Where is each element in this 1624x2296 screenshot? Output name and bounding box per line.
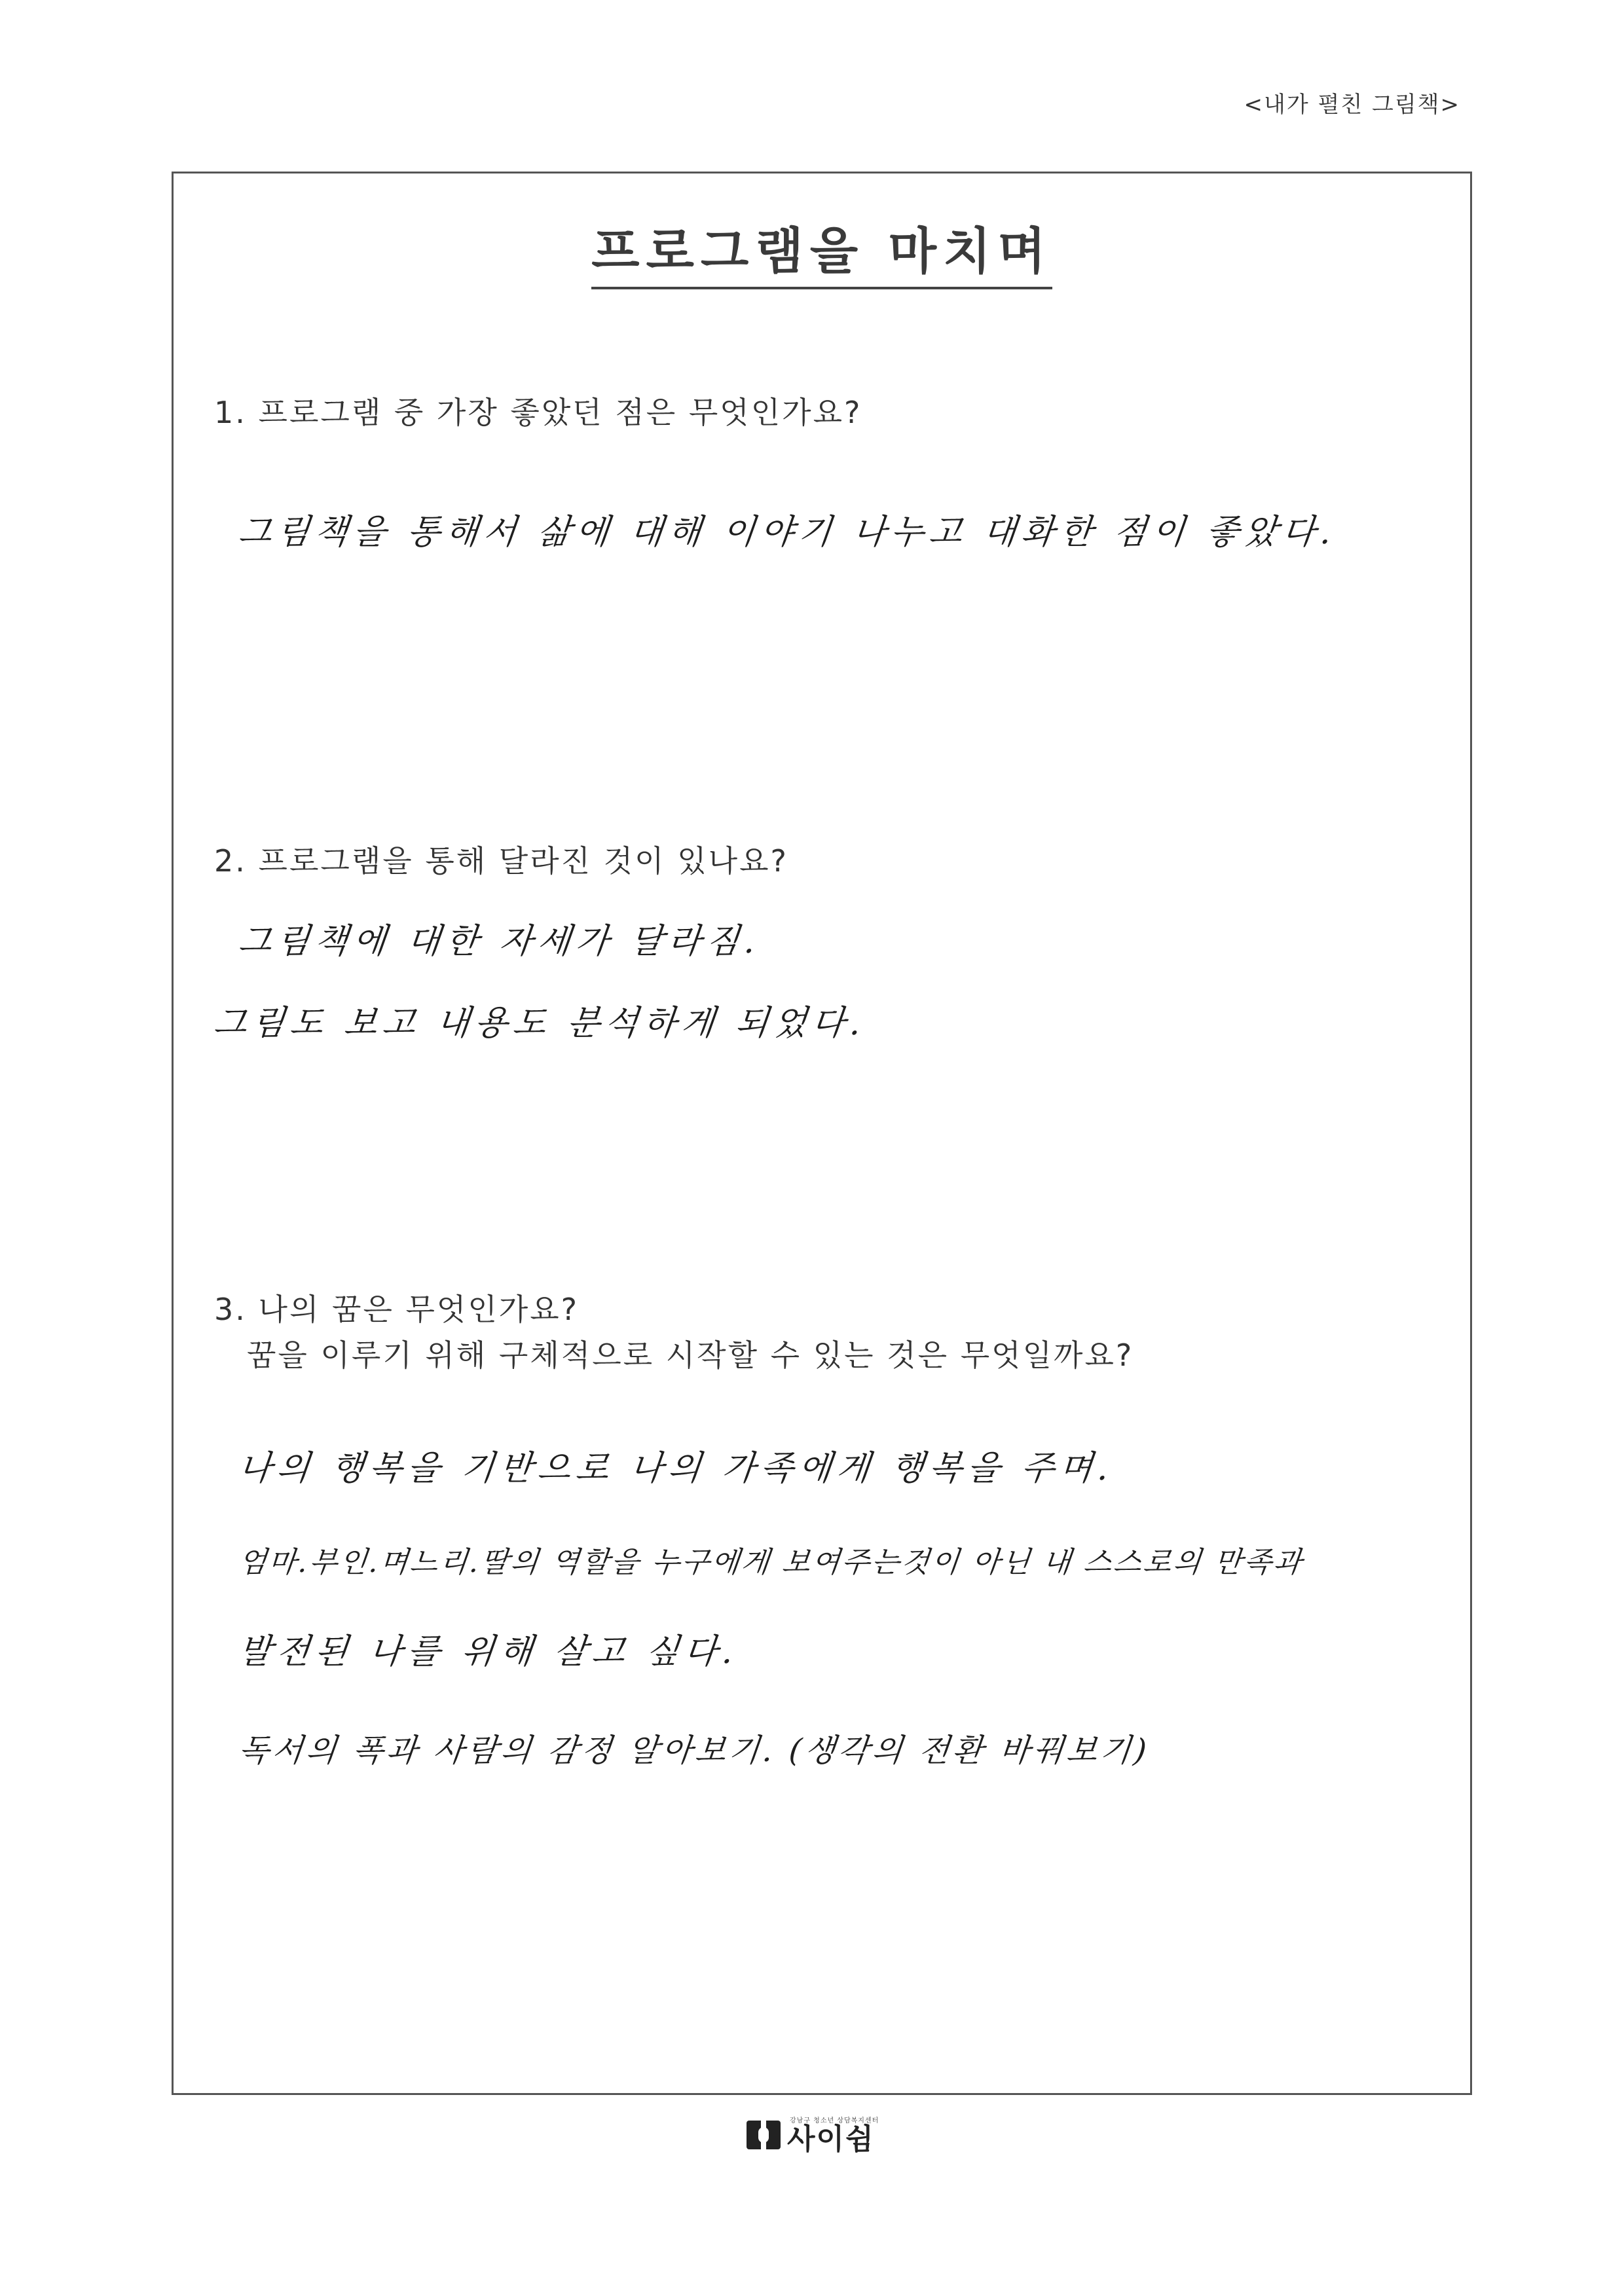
question-3-text: 3. 나의 꿈은 무엇인가요? [214,1292,580,1327]
question-2 [214,838,788,884]
answer-3-line-3: 발전된 나를 위해 살고 싶다. [236,1632,741,1671]
form-title-text: 프로그램을 마치며 [591,211,1052,289]
footer-logo [747,2115,879,2155]
answer-3-line-4: 독서의 폭과 사람의 감정 알아보기. (생각의 전환 바꿔보기) [236,1732,1152,1769]
answer-2-line-2: 그림도 보고 내용도 분석하게 되었다. [212,1004,868,1043]
logo-icon [747,2121,781,2149]
form-frame [172,172,1472,2095]
question-1 [214,390,862,435]
question-3 [214,1286,1134,1378]
form-title [174,211,1470,289]
logo-organization-name: 강남구 청소년 상담복지센터 [790,2117,879,2124]
question-3-subtext: 꿈을 이루기 위해 구체적으로 시작할 수 있는 것은 무엇일까요? [247,1338,1134,1373]
logo-text-group [787,2115,879,2155]
answer-3-line-1: 나의 행복을 기반으로 나의 가족에게 행복을 주며. [236,1449,1116,1488]
question-2-text: 2. 프로그램을 통해 달라진 것이 있나요? [214,843,788,879]
logo-brand-name: 사이쉼 [787,2123,875,2156]
answer-2-line-1: 그림책에 대한 자세가 달라짐. [236,922,763,961]
answer-1-handwriting: 그림책을 통해서 삶에 대해 이야기 나누고 대화한 점이 좋았다. [236,513,1339,552]
document-series-tag: <내가 펼친 그림책> [1244,92,1460,118]
answer-3-line-2: 엄마.부인.며느리.딸의 역할을 누구에게 보여주는것이 아닌 내 스스로의 만족과 [236,1546,1306,1579]
question-1-text: 1. 프로그램 중 가장 좋았던 점은 무엇인가요? [214,395,862,430]
